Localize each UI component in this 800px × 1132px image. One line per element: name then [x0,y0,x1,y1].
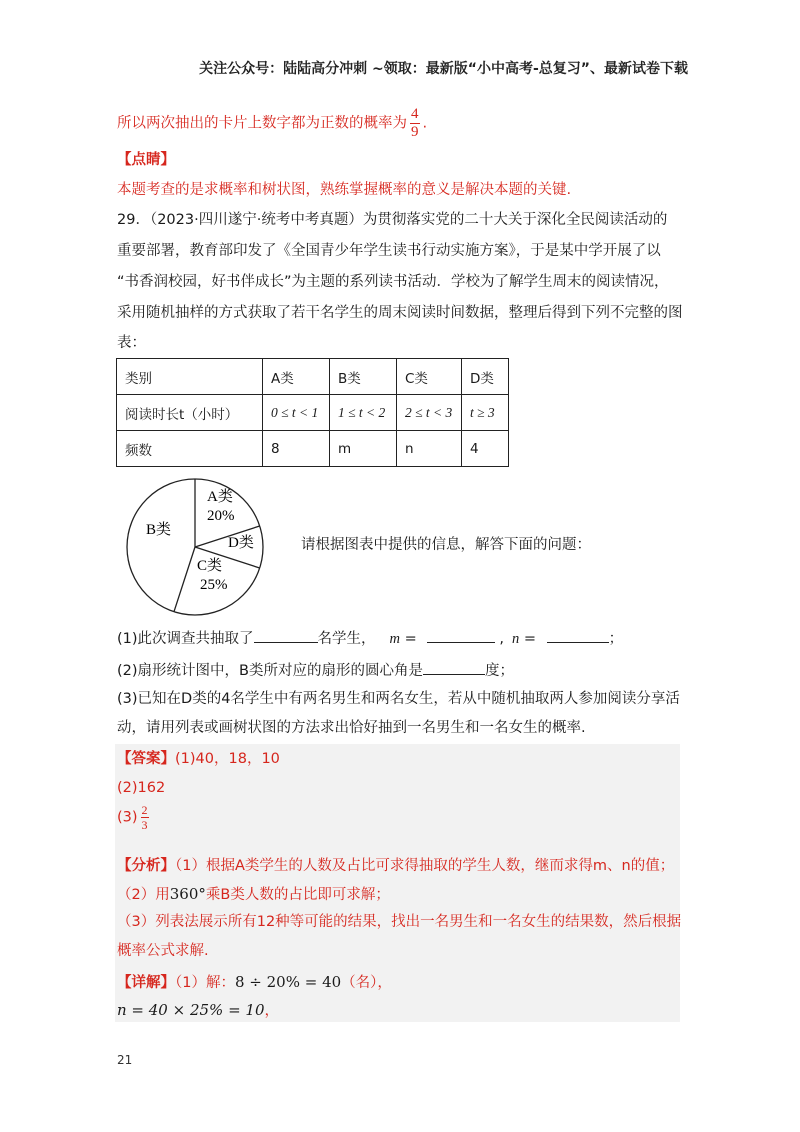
answer-line-3: (3) $\frac{2}{3}$ [117,803,148,832]
previous-conclusion: 所以两次抽出的卡片上数字都为正数的概率为 $\frac{4}{9}$ . [117,106,428,140]
question-line-4: 采用随机抽样的方式获取了若干名学生的周末阅读时间数据，整理后得到下列不完整的图 [117,305,683,321]
table-cell: n [397,431,462,467]
page-number: 21 [117,1053,133,1067]
analysis-line-3: （3）列表法展示所有12种等可能的结果，找出一名男生和一名女生的结果数，然后根据 [117,914,682,930]
question-line-3: “书香润校园，好书伴成长”为主题的系列读书活动．学校为了解学生周末的阅读情况， [117,274,669,290]
table-cell: 阅读时长t（小时） [117,395,263,431]
blank-m [427,628,495,643]
pie-side-text: 请根据图表中提供的信息，解答下面的问题： [301,537,591,553]
pie-slice-boundary [174,547,195,612]
pie-chart [120,472,270,622]
detail-line-2: n = 40 × 25% = 10， [117,1001,279,1019]
blank-angle [423,660,485,675]
analysis-line-1: 【分析】（1）根据A类学生的人数及占比可求得抽取的学生人数，继而求得m、n的值； [117,858,675,874]
analysis-line-2: （2）用360°乘B类人数的占比即可求解； [117,885,390,903]
analysis-label: 【分析】 [117,858,175,874]
table-cell: 8 [263,431,330,467]
table-cell: B类 [330,359,397,395]
question-line-2: 重要部署，教育部印发了《全国青少年学生读书行动实施方案》，于是某中学开展了以 [117,243,661,259]
pie-label-c: C类 [197,558,223,574]
detail-line-1: 【详解】（1）解：8 ÷ 20% = 40（名）， [117,973,392,991]
detail-label: 【详解】 [117,975,175,991]
table-cell: 0 ≤ t < 1 [263,395,330,431]
question-line-5: 表： [117,335,146,351]
frequency-table [116,358,509,467]
pie-percent-c: 25% [200,577,228,593]
pie-label-d: D类 [228,535,254,551]
table-row [117,431,509,467]
table-cell: 2 ≤ t < 3 [397,395,462,431]
subquestion-1: (1)此次调查共抽取了 名学生， m = , n = ； [117,628,623,649]
blank-n [547,628,609,643]
table-cell: t ≥ 3 [462,395,509,431]
table-cell: m [330,431,397,467]
table-cell: C类 [397,359,462,395]
table-cell: 1 ≤ t < 2 [330,395,397,431]
table-cell: A类 [263,359,330,395]
table-cell: D类 [462,359,509,395]
subquestion-2: (2)扇形统计图中，B类所对应的扇形的圆心角是 度； [117,660,514,681]
table-row [117,395,509,431]
tip-text: 本题考查的是求概率和树状图，熟练掌握概率的意义是解决本题的关键. [117,182,572,198]
answer-line-1: 【答案】(1)40，18，10 [117,751,280,767]
answer-label: 【答案】 [117,751,175,767]
tip-label: 【点睛】 [117,152,175,168]
probability-fraction: $\frac{4}{9}$ [411,106,419,140]
question-line-1: 29．（2023·四川遂宁·统考中考真题）为贯彻落实党的二十大关于深化全民阅读活动的 [117,212,668,228]
table-cell: 频数 [117,431,263,467]
table-cell: 类别 [117,359,263,395]
answer-line-2: (2)162 [117,780,166,796]
analysis-line-4: 概率公式求解. [117,943,209,959]
answer-fraction: $\frac{2}{3}$ [141,803,148,832]
conclusion-text: 所以两次抽出的卡片上数字都为正数的概率为 [117,115,407,132]
page-header: 关注公众号：陆陆高分冲刺 ~领取：最新版“小中高考-总复习”、最新试卷下载 [199,61,688,77]
table-row [117,359,509,395]
blank-total [254,628,318,643]
subquestion-3-line-1: (3)已知在D类的4名学生中有两名男生和两名女生，若从中随机抽取两人参加阅读分享活 [117,691,680,707]
pie-percent-a: 20% [207,508,235,524]
subquestion-3-line-2: 动，请用列表或画树状图的方法求出恰好抽到一名男生和一名女生的概率. [117,720,586,736]
table-cell: 4 [462,431,509,467]
pie-label-a: A类 [207,489,233,505]
pie-label-b: B类 [146,522,172,538]
